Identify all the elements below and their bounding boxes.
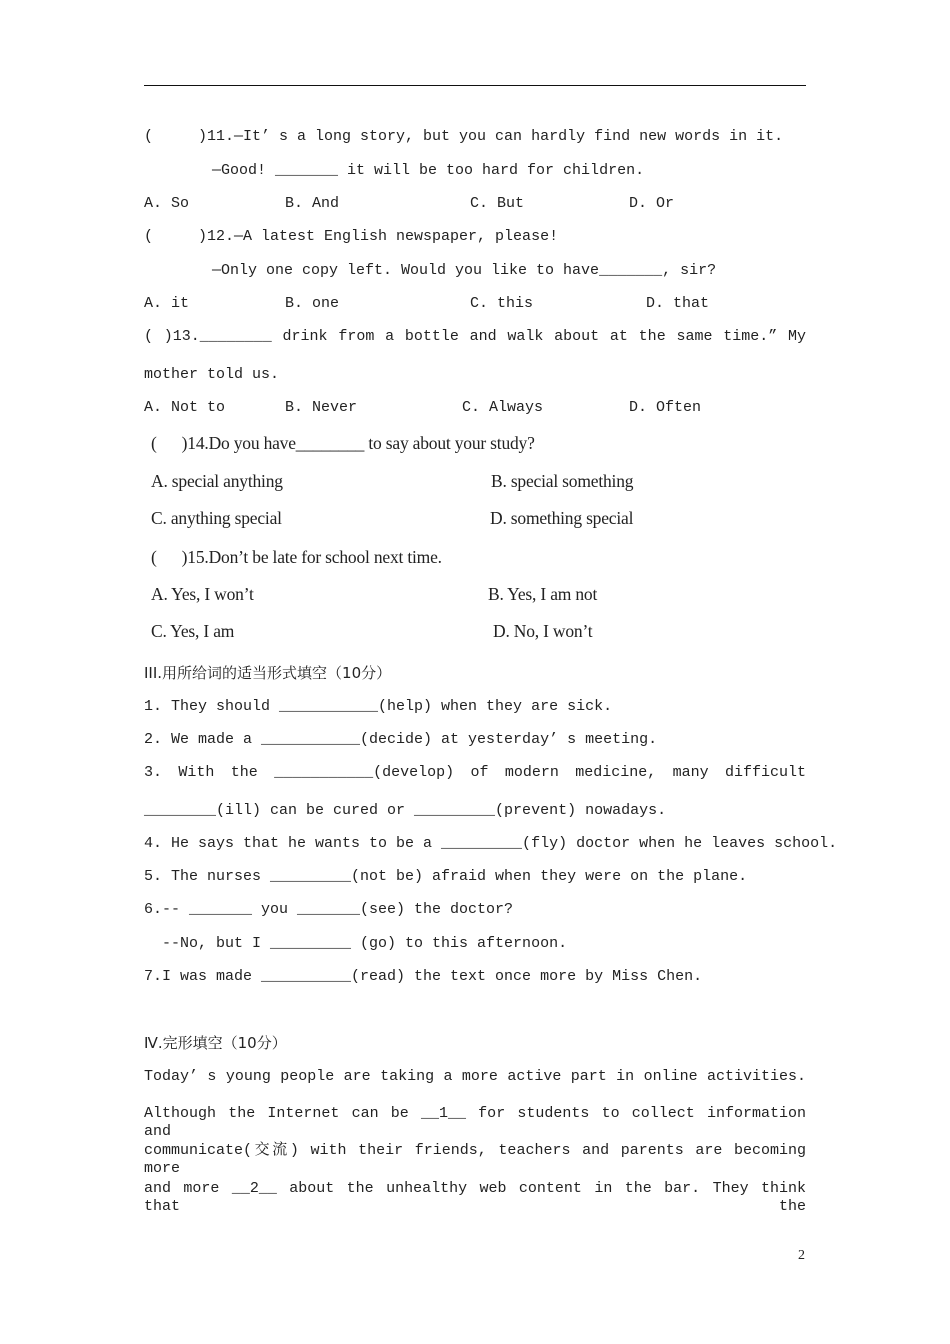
question-13-option-d: D. Often [629, 399, 702, 416]
question-13-option-c: C. Always [462, 399, 544, 416]
question-15-stem: ( )15.Don’t be late for school next time. [151, 547, 442, 567]
fill-item-6: 6.-- _______ you _______(see) the doctor? [144, 901, 514, 918]
fill-item-2: 2. We made a ___________(decide) at yesterday’ s meeting. [144, 731, 658, 748]
cloze-line-3: communicate(交流) with their friends, teachers and parents are becoming more [144, 1142, 806, 1177]
question-12-stem: ( )12.—A latest English newspaper, please! [144, 228, 559, 245]
fill-item-3: 3. With the ___________(develop) of modern medicine, many difficult [144, 764, 806, 781]
question-13-option-a: A. Not to [144, 399, 226, 416]
question-11-stem: ( )11.—It’ s a long story, but you can hardly find new words in it. [144, 128, 784, 145]
question-13-stem-continued: mother told us. [144, 366, 280, 383]
question-12-reply: —Only one copy left. Would you like to have_______, sir? [212, 262, 717, 279]
question-13-stem: ( )13.________ drink from a bottle and walk about at the same time.” My [144, 328, 806, 345]
section-iv-heading: Ⅳ.完形填空（10分） [144, 1034, 287, 1052]
question-14-option-c: C. anything special [151, 508, 282, 528]
question-12-option-c: C. this [470, 295, 534, 312]
question-11-option-c: C. But [470, 195, 525, 212]
page-number: 2 [798, 1248, 805, 1263]
question-13-option-b: B. Never [285, 399, 358, 416]
question-15-option-d: D. No, I won’t [493, 621, 593, 641]
question-14-option-b: B. special something [491, 471, 634, 491]
question-15-option-b: B. Yes, I am not [488, 584, 598, 604]
fill-item-3-continued: ________(ill) can be cured or _________(prevent) nowadays. [144, 802, 667, 819]
question-12-option-a: A. it [144, 295, 190, 312]
fill-item-4: 4. He says that he wants to be a _________(fly) doctor when he leaves school. [144, 835, 838, 852]
question-11-option-a: A. So [144, 195, 190, 212]
question-12-option-b: B. one [285, 295, 340, 312]
question-15-option-c: C. Yes, I am [151, 621, 235, 641]
cloze-line-2: Although the Internet can be __1__ for students to collect information and [144, 1105, 806, 1140]
question-14-option-d: D. something special [490, 508, 634, 528]
fill-item-7: 7.I was made __________(read) the text once more by Miss Chen. [144, 968, 703, 985]
question-11-option-d: D. Or [629, 195, 675, 212]
cloze-line-1: Today’ s young people are taking a more active part in online activities. [144, 1068, 806, 1085]
header-rule [144, 85, 806, 86]
question-12-option-d: D. that [646, 295, 710, 312]
section-iii-heading: III.用所给词的适当形式填空（10分） [144, 664, 392, 682]
question-14-stem: ( )14.Do you have________ to say about your study? [151, 433, 535, 453]
fill-item-1: 1. They should ___________(help) when they are sick. [144, 698, 613, 715]
cloze-line-4: and more __2__ about the unhealthy web content in the bar. They think that the [144, 1180, 806, 1215]
fill-item-6-reply: --No, but I _________ (go) to this afternoon. [144, 935, 568, 952]
fill-item-5: 5. The nurses _________(not be) afraid when they were on the plane. [144, 868, 748, 885]
question-11-option-b: B. And [285, 195, 340, 212]
question-14-option-a: A. special anything [151, 471, 283, 491]
question-15-option-a: A. Yes, I won’t [151, 584, 254, 604]
question-11-reply: —Good! _______ it will be too hard for children. [212, 162, 645, 179]
